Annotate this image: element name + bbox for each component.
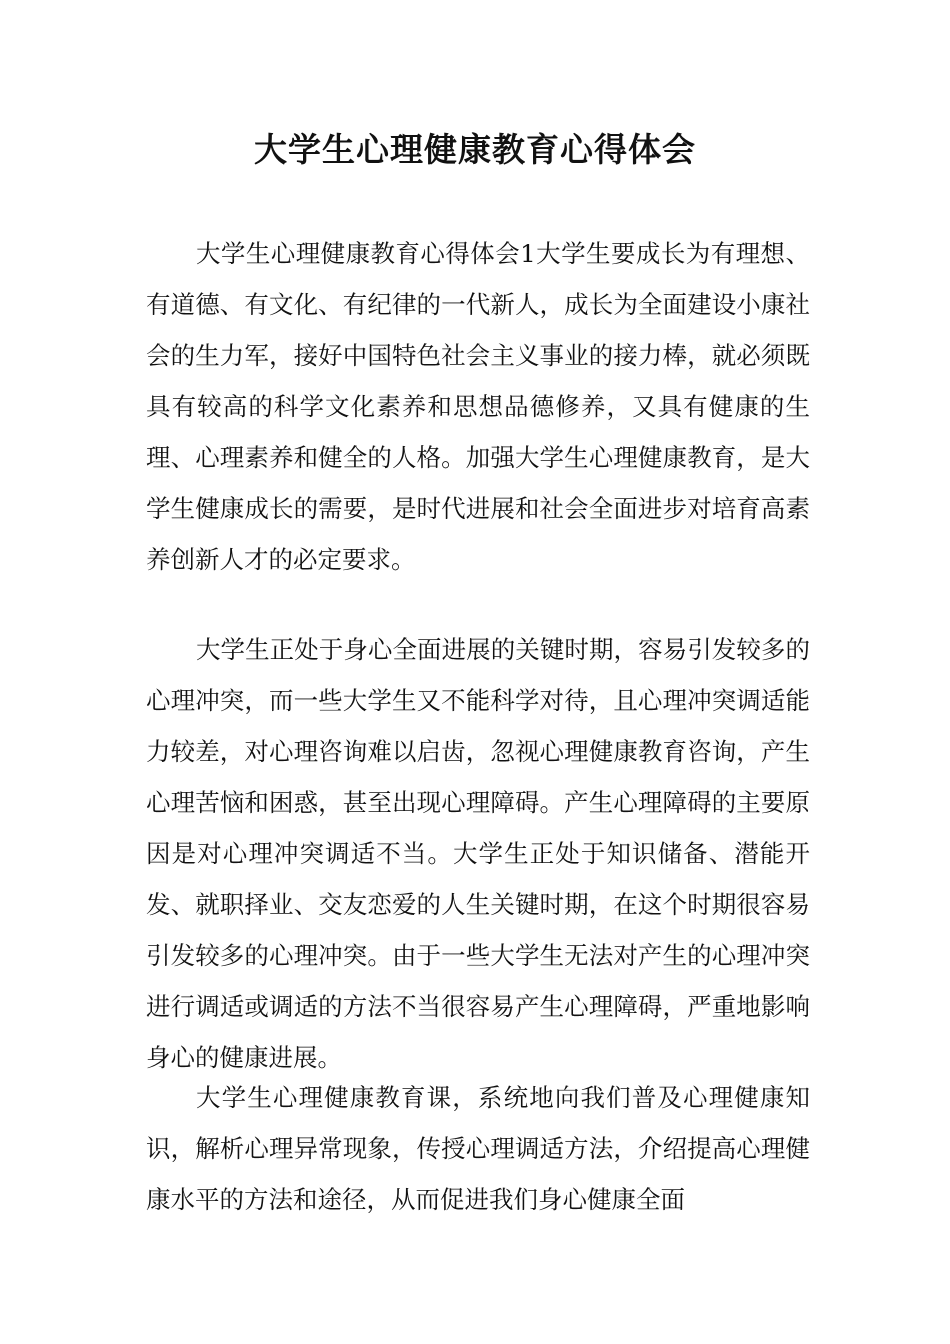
paragraph-1: 大学生心理健康教育心得体会1大学生要成长为有理想、有道德、有文化、有纪律的一代新人，成长为全面建设小康社会的生力军，接好中国特色社会主义事业的接力棒，就必须既具有较高的科学文化素养和思想品德修养，又具有健康的生理、心理素养和健全的人格。加强大学生心理健康教育，是大学生健康成长的需要，是时代进展和社会全面进步对培育高素养创新人才的必定要求。: [146, 239, 810, 574]
document-title: 大学生心理健康教育心得体会: [254, 130, 696, 169]
paragraph-3: 大学生心理健康教育课，系统地向我们普及心理健康知识，解析心理异常现象，传授心理调适方法，介绍提高心理健康水平的方法和途径，从而促进我们身心健康全面: [146, 1083, 810, 1214]
paragraph-2: 大学生正处于身心全面进展的关键时期，容易引发较多的心理冲突，而一些大学生又不能科学对待，且心理冲突调适能力较差，对心理咨询难以启齿，忽视心理健康教育咨询，产生心理苦恼和困惑，甚至出现心理障碍。产生心理障碍的主要原因是对心理冲突调适不当。大学生正处于知识储备、潜能开发、就职择业、交友恋爱的人生关键时期，在这个时期很容易引发较多的心理冲突。由于一些大学生无法对产生的心理冲突进行调适或调适的方法不当很容易产生心理障碍，严重地影响身心的健康进展。: [146, 635, 810, 1072]
